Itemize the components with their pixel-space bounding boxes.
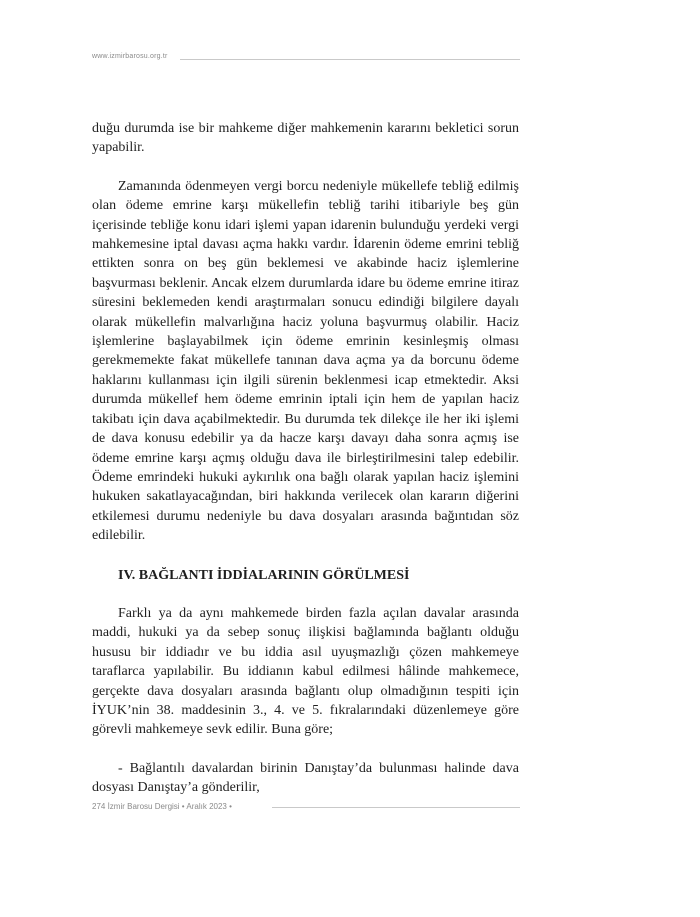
paragraph-payment-order: Zamanında ödenmeyen vergi borcu nedeniyle mükellefe tebliğ edilmiş olan ödeme emrine karşı mükellefin tebliğ tarihi itibariyle beş gün içerisinde tebliğe konu idari işlemi yapan idarenin bulunduğu yerdeki vergi mahkemesine iptal davası açma hakkı vardır. İdarenin ödeme emrini tebliğ ettikten sonra on beş gün beklemesi ve akabinde haciz işlemlerine başvurması beklenir. Ancak elzem durumlarda idare bu ödeme emrine itiraz süresini beklemeden kendi araştırmaları sonucu edindiği bilgilere dayalı olarak mükellefin malvarlığına haciz yoluna başvurmuş olabilir. Haciz işlemlerine başlayabilmek için ödeme emrinin kesinleşmiş olması gerekmemekte fakat mükellefe tanınan dava açma ya da borcunu ödeme haklarını kullanması için ilgili sürenin beklenmesi icap etmektedir. Aksi durumda mükellef hem ödeme emrinin iptali için hem de yapılan haciz takibatı için dava açabilmektedir. Bu durumda tek dilekçe ile her iki işlemi de dava konusu edebilir ya da hacze karşı davayı daha sonra açmış ise ödeme emrine karşı açmış olduğu dava ile birleştirilmesini talep edebilir. Ödeme emrindeki hukuki aykırılık ona bağlı olarak yapılan haciz işlemini hukuken sakatlayacağından, biri hakkında verilecek olan kararın diğerini etkilemesi durumu nedeniyle bu dava dosyaları arasında bağıntıdan söz edilebilir. xyxy=(92,178,519,544)
page-footer xyxy=(92,802,520,816)
article-body xyxy=(92,119,519,798)
footer-divider xyxy=(272,807,520,808)
header-divider xyxy=(180,59,520,60)
paragraph-continuation: duğu durumda ise bir mahkeme diğer mahkemenin kararını bekletici sorun yapabilir. xyxy=(92,121,519,156)
page-header xyxy=(92,53,520,65)
paragraph-list-item: - Bağlantılı davalardan birinin Danıştay’da bulunması halinde dava dosyası Danıştay’a gönderilir, xyxy=(92,760,519,796)
header-url: www.izmirbarosu.org.tr xyxy=(92,53,168,60)
section-heading: IV. BAĞLANTI İDDİALARININ GÖRÜLMESİ xyxy=(118,567,410,583)
paragraph-connection-claims: Farklı ya da aynı mahkemede birden fazla açılan davalar arasında maddi, hukuki ya da sebep sonuç ilişkisi bağlamında bağlantı olduğu hususu bir iddiadır ve bu iddia asıl uyuşmazlığı çözen mahkemeye taraflarca yapılabilir. Bu iddianın kabul edilmesi hâlinde mahkemece, gerçekte dava dosyaları arasında bağlantı olup olmadığının tespiti için İYUK’nin 38. maddesinin 3., 4. ve 5. fıkralarındaki düzenlemeye göre görevli mahkemeye sevk edilir. Buna göre; xyxy=(92,605,519,738)
footer-page-info: 274 İzmir Barosu Dergisi • Aralık 2023 • xyxy=(92,802,232,811)
